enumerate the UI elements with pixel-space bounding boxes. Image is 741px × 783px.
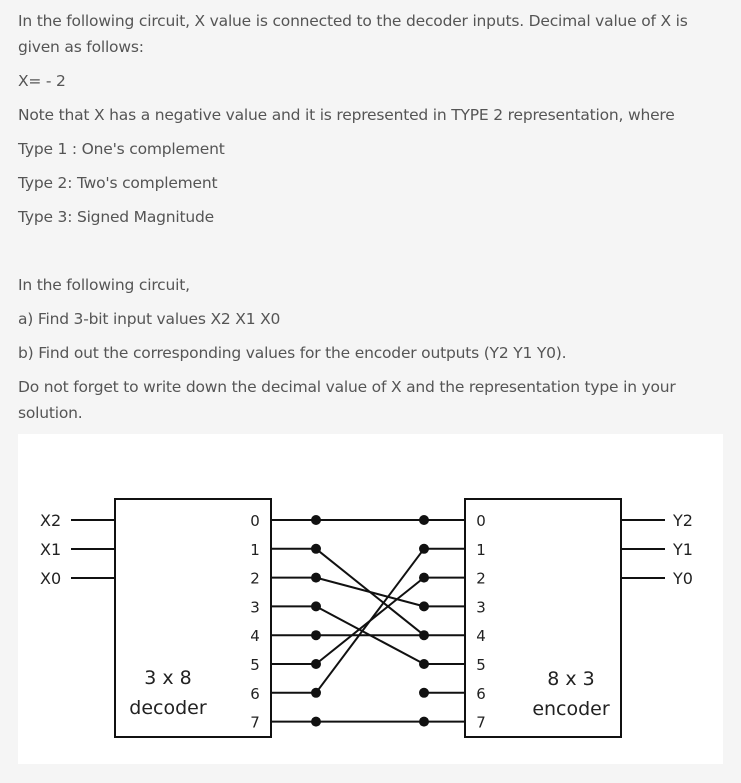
encoder-junction-dot xyxy=(419,601,429,611)
decoder-size-label: 3 x 8 xyxy=(144,667,192,689)
input-label-x0: X0 xyxy=(40,569,62,588)
decoder-junction-dot xyxy=(311,601,321,611)
part-a: a) Find 3-bit input values X2 X1 X0 xyxy=(18,310,281,328)
input-label-x1: X1 xyxy=(40,540,62,559)
output-label-y2: Y2 xyxy=(673,511,693,530)
decoder-port-label: 3 xyxy=(250,598,260,617)
encoder-junction-dot xyxy=(419,544,429,554)
encoder-name-label: encoder xyxy=(532,698,610,720)
x-value: X= - 2 xyxy=(18,72,66,90)
encoder-port-label: 7 xyxy=(476,713,486,732)
type1-text: Type 1 : One's complement xyxy=(18,140,225,158)
decoder-port-label: 1 xyxy=(250,540,260,559)
connection-wire xyxy=(316,578,424,607)
encoder-port-label: 4 xyxy=(476,627,486,646)
part-b: b) Find out the corresponding values for the encoder outputs (Y2 Y1 Y0). xyxy=(18,344,567,362)
circuit-figure xyxy=(18,434,723,764)
encoder-junction-dot xyxy=(419,717,429,727)
input-label-x2: X2 xyxy=(40,511,62,530)
decoder-port-label: 7 xyxy=(250,713,260,732)
encoder-port-label: 6 xyxy=(476,684,486,703)
decoder-junction-dot xyxy=(311,544,321,554)
decoder-port-label: 4 xyxy=(250,627,260,646)
decoder-junction-dot xyxy=(311,659,321,669)
intro-text: In the following circuit, X value is connected to the decoder inputs. Decimal value of X is given as follows: xyxy=(18,12,688,56)
type2-text: Type 2: Two's complement xyxy=(18,174,218,192)
encoder-port-label: 2 xyxy=(476,569,486,588)
decoder-port-label: 2 xyxy=(250,569,260,588)
decoder-port-label: 6 xyxy=(250,684,260,703)
decoder-junction-dot xyxy=(311,573,321,583)
encoder-port-label: 3 xyxy=(476,598,486,617)
reminder-text: Do not forget to write down the decimal value of X and the representation type in your solution. xyxy=(18,378,676,422)
encoder-port-label: 0 xyxy=(476,512,486,530)
encoder-port-label: 5 xyxy=(476,656,486,674)
output-label-y0: Y0 xyxy=(673,569,693,588)
encoder-size-label: 8 x 3 xyxy=(547,668,595,690)
decoder-junction-dot xyxy=(311,630,321,640)
encoder-junction-dot xyxy=(419,659,429,669)
encoder-junction-dot xyxy=(419,573,429,583)
decoder-port-label: 5 xyxy=(250,656,260,674)
circuit-diagram xyxy=(18,434,723,764)
note-text: Note that X has a negative value and it is represented in TYPE 2 representation, where xyxy=(18,106,675,124)
encoder-junction-dot xyxy=(419,630,429,640)
output-label-y1: Y1 xyxy=(673,540,693,559)
decoder-junction-dot xyxy=(311,717,321,727)
decoder-name-label: decoder xyxy=(129,697,207,719)
circuit-intro: In the following circuit, xyxy=(18,276,190,294)
encoder-junction-dot xyxy=(419,688,429,698)
encoder-junction-dot xyxy=(419,515,429,525)
encoder-port-label: 1 xyxy=(476,540,486,559)
decoder-port-label: 0 xyxy=(250,512,260,530)
type3-text: Type 3: Signed Magnitude xyxy=(18,208,214,226)
decoder-junction-dot xyxy=(311,515,321,525)
connection-wire xyxy=(316,549,424,693)
decoder-junction-dot xyxy=(311,688,321,698)
